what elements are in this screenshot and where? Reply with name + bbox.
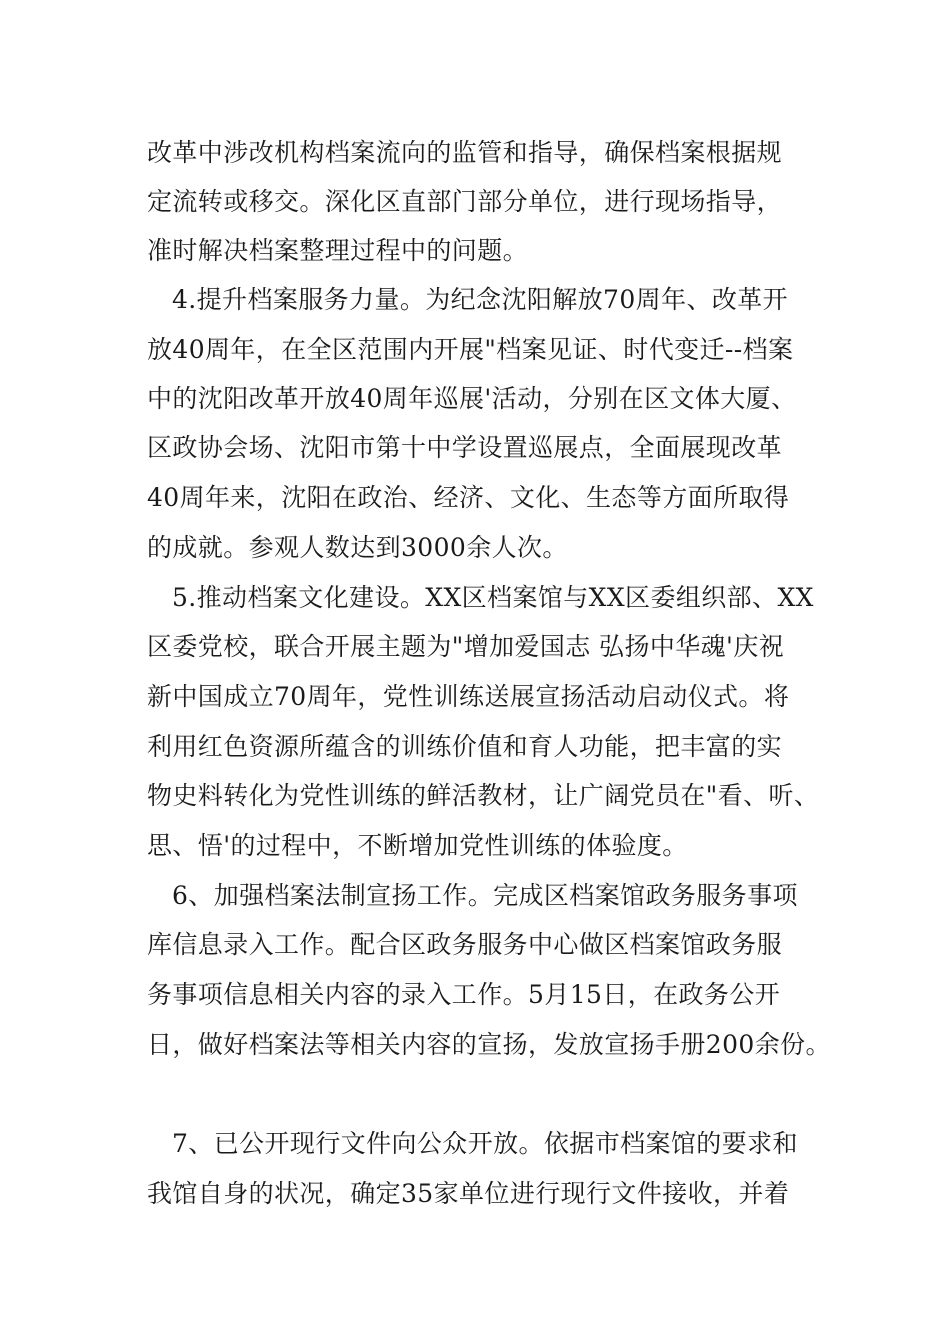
paragraph-4-line-4: 日，做好档案法等相关内容的宣扬，发放宣扬手册200余份。 <box>147 1030 831 1059</box>
paragraph-3-line-1: 5.推动档案文化建设。XX区档案馆与XX区委组织部、XX <box>172 583 814 612</box>
paragraph-4-line-2: 库信息录入工作。配合区政务服务中心做区档案馆政务服 <box>147 930 783 959</box>
paragraph-2-line-1: 4.提升档案服务力量。为纪念沈阳解放70周年、改革开 <box>172 285 789 314</box>
paragraph-2-line-2: 放40周年，在全区范围内开展"档案见证、时代变迁--档案 <box>147 335 794 364</box>
paragraph-3-line-4: 利用红色资源所蕴含的训练价值和育人功能，把丰富的实 <box>147 732 783 761</box>
paragraph-1-line-1: 改革中涉改机构档案流向的监管和指导，确保档案根据规 <box>147 138 783 167</box>
paragraph-1-line-3: 准时解决档案整理过程中的问题。 <box>147 236 529 265</box>
paragraph-4-line-3: 务事项信息相关内容的录入工作。5月15日，在政务公开 <box>147 980 781 1009</box>
paragraph-2-line-3: 中的沈阳改革开放40周年巡展'活动，分别在区文体大厦、 <box>147 384 797 413</box>
paragraph-2-line-6: 的成就。参观人数达到3000余人次。 <box>147 533 568 562</box>
paragraph-3-line-5: 物史料转化为党性训练的鲜活教材，让广阔党员在"看、听、 <box>147 781 820 810</box>
paragraph-3-line-3: 新中国成立70周年，党性训练送展宣扬活动启动仪式。将 <box>147 682 790 711</box>
paragraph-2-line-4: 区政协会场、沈阳市第十中学设置巡展点，全面展现改革 <box>147 433 783 462</box>
paragraph-4-line-1: 6、加强档案法制宣扬工作。完成区档案馆政务服务事项 <box>172 881 798 910</box>
paragraph-5-line-2: 我馆自身的状况，确定35家单位进行现行文件接收，并着 <box>147 1179 790 1208</box>
paragraph-5-line-1: 7、已公开现行文件向公众开放。依据市档案馆的要求和 <box>172 1129 798 1158</box>
paragraph-3-line-6: 思、悟'的过程中，不断增加党性训练的体验度。 <box>147 831 688 860</box>
paragraph-1-line-2: 定流转或移交。深化区直部门部分单位，进行现场指导， <box>147 187 783 216</box>
paragraph-2-line-5: 40周年来，沈阳在政治、经济、文化、生态等方面所取得 <box>147 483 790 512</box>
paragraph-3-line-2: 区委党校，联合开展主题为"增加爱国志 弘扬中华魂'庆祝 <box>147 632 785 661</box>
